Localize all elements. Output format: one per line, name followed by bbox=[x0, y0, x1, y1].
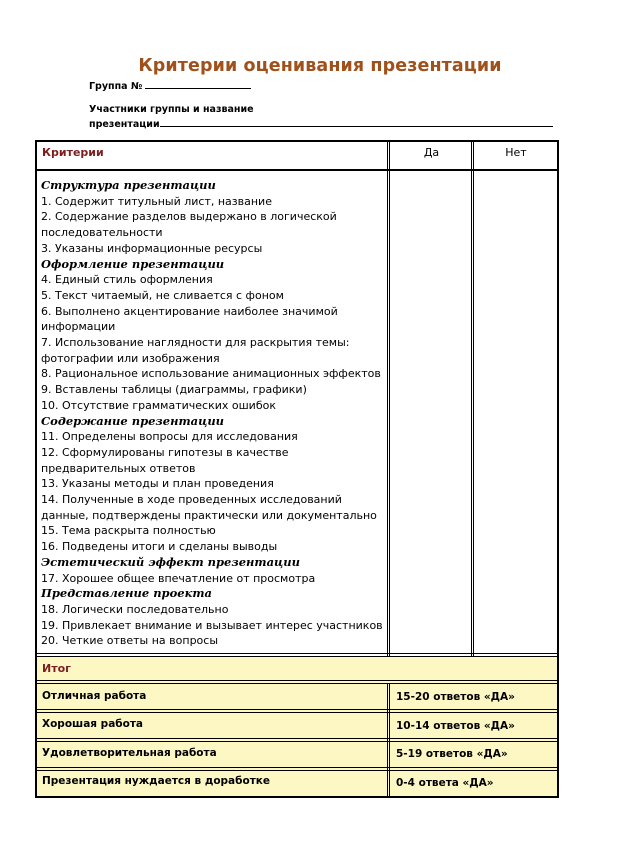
criterion-item: предварительных ответов bbox=[41, 461, 196, 475]
criterion-item: 13. Указаны методы и план проведения bbox=[41, 477, 274, 491]
header-divider bbox=[37, 169, 557, 171]
summary-label: Удовлетворительная работа bbox=[42, 747, 217, 759]
criterion-item: фотографии или изображения bbox=[41, 351, 220, 365]
criterion-item: 4. Единый стиль оформления bbox=[41, 273, 213, 287]
criteria-list bbox=[41, 178, 386, 649]
section-heading: Представление проекта bbox=[41, 586, 212, 601]
criterion-item: 14. Полученные в ходе проведенных исследований bbox=[41, 493, 342, 507]
group-blank-line bbox=[145, 78, 251, 89]
section-heading: Содержание презентации bbox=[41, 413, 225, 428]
page-title: Критерии оценивания презентации bbox=[138, 56, 502, 76]
summary-value: 10-14 ответов «ДА» bbox=[396, 720, 515, 732]
summary-value: 0-4 ответа «ДА» bbox=[396, 777, 494, 789]
criterion-item: 6. Выполнено акцентирование наиболее значимой bbox=[41, 304, 338, 318]
criterion-item: 16. Подведены итоги и сделаны выводы bbox=[41, 540, 278, 554]
participants-field bbox=[89, 104, 553, 131]
column-divider-no bbox=[471, 142, 474, 656]
header-no: Нет bbox=[505, 146, 527, 159]
criterion-item: 9. Вставлены таблицы (диаграммы, графики) bbox=[41, 383, 307, 397]
criterion-item: 5. Текст читаемый, не сливается с фоном bbox=[41, 288, 284, 302]
criterion-item: 8. Рациональное использование анимационных эффектов bbox=[41, 367, 381, 381]
group-field bbox=[89, 78, 251, 93]
summary-title: Итог bbox=[42, 662, 71, 675]
criterion-item: 18. Логически последовательно bbox=[41, 602, 229, 616]
summary-row-divider bbox=[37, 738, 557, 742]
criterion-item: 11. Определены вопросы для исследования bbox=[41, 430, 298, 444]
summary-value: 15-20 ответов «ДА» bbox=[396, 691, 515, 703]
participants-label-line2: презентации bbox=[89, 119, 160, 130]
criterion-item: 7. Использование наглядности для раскрытия темы: bbox=[41, 336, 350, 350]
header-yes: Да bbox=[423, 146, 440, 159]
criterion-item: 15. Тема раскрыта полностью bbox=[41, 524, 216, 538]
criterion-item: информации bbox=[41, 320, 116, 334]
summary-label: Презентация нуждается в доработке bbox=[42, 775, 271, 787]
summary-row-divider bbox=[37, 767, 557, 771]
criterion-item: 10. Отсутствие грамматических ошибок bbox=[41, 398, 276, 412]
summary-value: 5-19 ответов «ДА» bbox=[396, 748, 508, 760]
summary-divider bbox=[37, 653, 557, 657]
criterion-item: последовательности bbox=[41, 226, 163, 240]
section-heading: Эстетический эффект презентации bbox=[41, 554, 300, 569]
summary-column-divider bbox=[387, 683, 390, 796]
header-criteria: Критерии bbox=[42, 146, 104, 159]
summary-row-divider bbox=[37, 680, 557, 684]
criterion-item: 20. Четкие ответы на вопросы bbox=[41, 634, 219, 648]
criterion-item: 19. Привлекает внимание и вызывает интерес участников bbox=[41, 618, 383, 632]
participants-blank-line bbox=[160, 116, 553, 127]
criterion-item: 1. Содержит титульный лист, название bbox=[41, 194, 272, 208]
criterion-item: 12. Сформулированы гипотезы в качестве bbox=[41, 445, 289, 459]
section-heading: Структура презентации bbox=[41, 178, 216, 192]
column-divider-yes bbox=[387, 142, 390, 656]
group-label: Группа № bbox=[89, 81, 143, 92]
criterion-item: 17. Хорошее общее впечатление от просмотра bbox=[41, 571, 316, 585]
summary-label: Хорошая работа bbox=[42, 718, 143, 730]
summary-label: Отличная работа bbox=[42, 690, 147, 702]
participants-label-line1: Участники группы и название bbox=[89, 104, 254, 115]
section-heading: Оформление презентации bbox=[41, 256, 225, 271]
criterion-item: 2. Содержание разделов выдержано в логической bbox=[41, 210, 337, 224]
summary-row-divider bbox=[37, 709, 557, 713]
criterion-item: 3. Указаны информационные ресурсы bbox=[41, 241, 263, 255]
criterion-item: данные, подтверждены практически или документально bbox=[41, 508, 377, 522]
